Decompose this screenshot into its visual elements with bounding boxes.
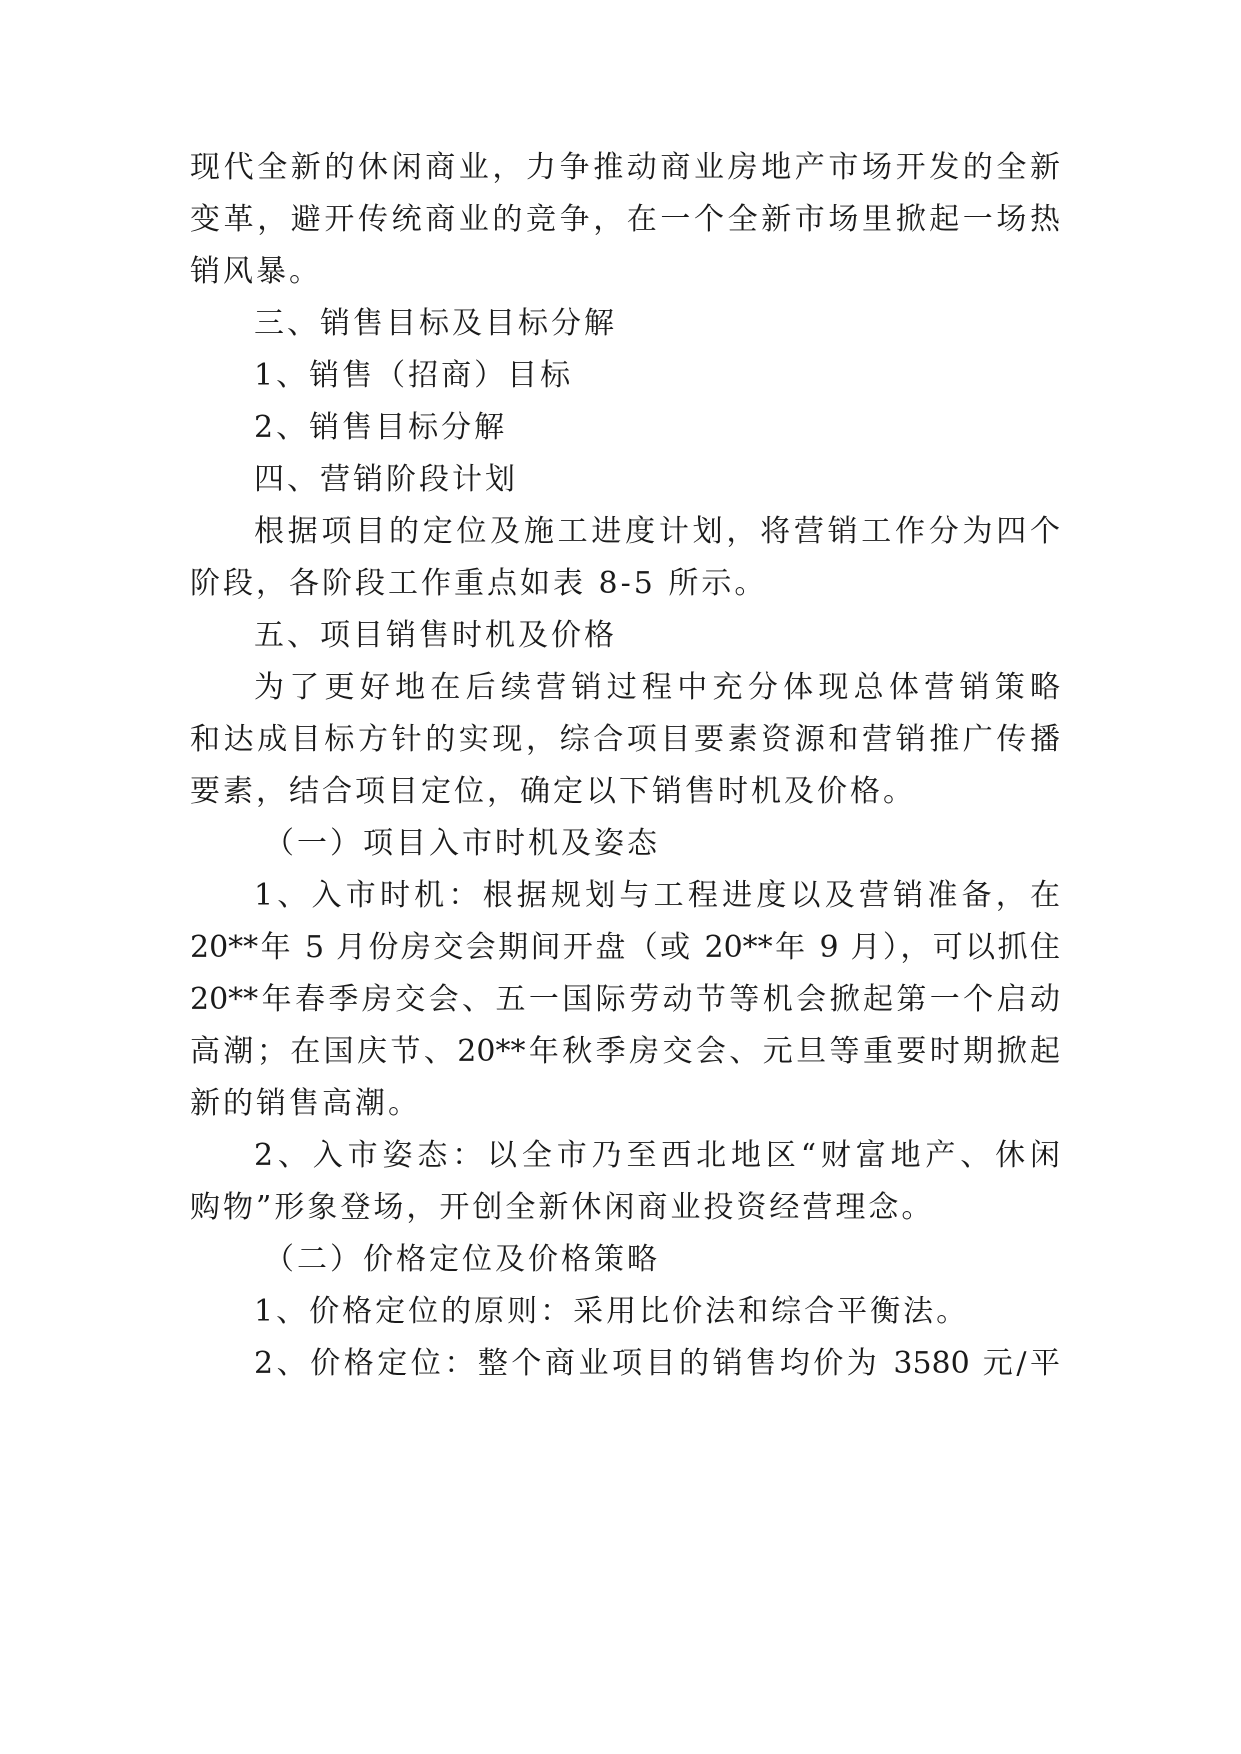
subsection-heading: 1、销售（招商）目标	[254, 358, 574, 393]
body-line: 购物”形象登场，开创全新休闲商业投资经营理念。	[190, 1190, 935, 1225]
section-heading: 四、营销阶段计划	[254, 462, 518, 497]
body-line: 2、价格定位：整个商业项目的销售均价为 3580 元/平	[254, 1346, 1060, 1381]
subsection-heading: （二）价格定位及价格策略	[264, 1242, 660, 1277]
body-line: 新的销售高潮。	[190, 1086, 421, 1121]
section-heading: 五、项目销售时机及价格	[254, 618, 617, 653]
body-line: 为了更好地在后续营销过程中充分体现总体营销策略	[254, 670, 1060, 705]
body-line: 要素，结合项目定位，确定以下销售时机及价格。	[190, 774, 916, 809]
body-line: 1、价格定位的原则：采用比价法和综合平衡法。	[254, 1294, 970, 1329]
body-line: 销风暴。	[190, 254, 322, 289]
body-line: 20**年 5 月份房交会期间开盘（或 20**年 9 月），可以抓住	[190, 930, 1060, 965]
body-line: 1、入市时机：根据规划与工程进度以及营销准备，在	[254, 878, 1060, 913]
body-line: 2、入市姿态：以全市乃至西北地区“财富地产、休闲	[254, 1138, 1060, 1173]
body-line: 高潮；在国庆节、20**年秋季房交会、元旦等重要时期掀起	[190, 1034, 1060, 1069]
body-line: 和达成目标方针的实现，综合项目要素资源和营销推广传播	[190, 722, 1060, 757]
subsection-heading: 2、销售目标分解	[254, 410, 508, 445]
body-line: 20**年春季房交会、五一国际劳动节等机会掀起第一个启动	[190, 982, 1060, 1017]
subsection-heading: （一）项目入市时机及姿态	[264, 826, 660, 861]
section-heading: 三、销售目标及目标分解	[254, 306, 617, 341]
body-line: 现代全新的休闲商业，力争推动商业房地产市场开发的全新	[190, 150, 1060, 185]
body-line: 阶段，各阶段工作重点如表 8-5 所示。	[190, 566, 768, 601]
body-line: 变革，避开传统商业的竞争，在一个全新市场里掀起一场热	[190, 202, 1060, 237]
body-line: 根据项目的定位及施工进度计划，将营销工作分为四个	[254, 514, 1060, 549]
